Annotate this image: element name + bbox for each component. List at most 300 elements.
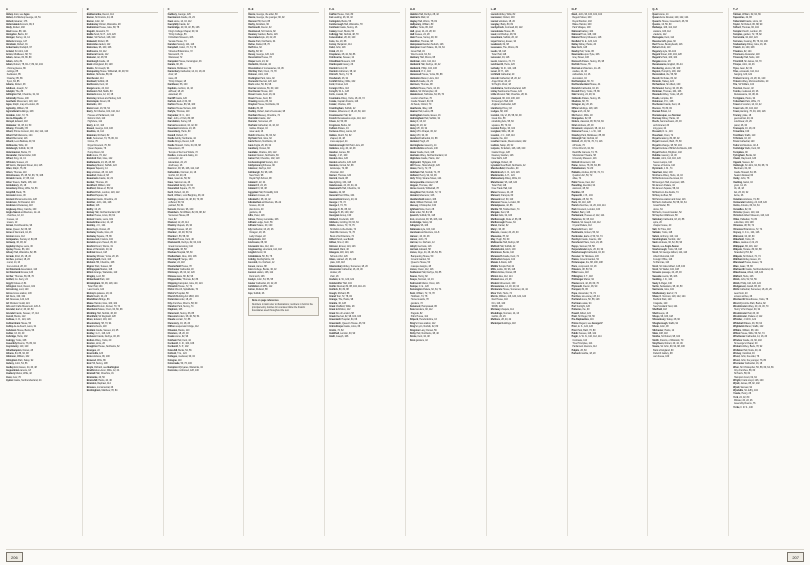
index-entry: Gibberd, Frederick, 130 <box>329 218 354 221</box>
index-entry: Lichfield Cathedral, 20 <box>490 74 515 77</box>
index-entry: Melford Hall, Suffolk, 42 <box>490 245 516 248</box>
index-entry: Westminster, Palace of, 112 <box>733 316 763 319</box>
index-entry: King's Cross station, 112 <box>409 322 436 325</box>
index-entry: Eaton Hall, Cheshire, 102, 120 <box>248 158 280 161</box>
index-entry: Flushwork, 26, 32 <box>329 77 349 80</box>
index-entry: Mortuary chapels, 114 <box>490 309 514 312</box>
index-entry: Northampton, 66, 70 <box>571 80 594 83</box>
index-entry: Seaton Delaval, 66 <box>733 175 754 178</box>
index-entry: Mills, textile, 90, 96, 118 <box>490 269 516 272</box>
index-entry: Emporiums, 118 <box>248 238 266 241</box>
index-entry: Waltham Abbey, Essex, 16 <box>733 259 761 262</box>
index-entry: Grimsthorpe Castle, Lincs, 66 <box>329 326 361 329</box>
index-entry: Port Sunlight, 126 <box>571 306 590 309</box>
index-entry: Linley Sambourne House, 122 <box>490 91 522 94</box>
index-entry: Lyveden New Bield, Northants, 42 <box>490 164 526 167</box>
index-entry: Adelphi, The, 86 <box>6 91 24 94</box>
index-entry: Admiralty House, 100 <box>6 97 29 100</box>
index-entry: Asymmetry, 110, 120 <box>6 346 29 349</box>
index-entry: groin, 14, 16 <box>733 185 747 188</box>
index-entry: Concrete, reinforced, 128, 130 <box>167 369 199 372</box>
index-entry: Howard, Ebenezer, 126 <box>409 195 435 198</box>
index-entry: Palladianism, 72–80 <box>571 168 594 171</box>
index-entry: Webb, John, 52, 54, 56 <box>733 279 757 282</box>
index-entry: Huddersfield station, 106 <box>409 198 437 201</box>
index-entry: Argyll, Dukes of, 84 <box>6 282 27 285</box>
index-entry: Hexham Abbey, Northumberland, 12 <box>409 154 447 157</box>
index-entry: Margate, Kent, 96 <box>490 211 510 214</box>
index-entry: Louvre, the, 110 <box>490 138 508 141</box>
index-entry: Westminster Hall, 26, 30 <box>733 312 759 315</box>
index-entry: Fawley Court, Bucks, 56 <box>329 30 355 33</box>
index-entry: Carpenter, R. C., 114 <box>167 114 190 117</box>
index-note-box <box>248 297 319 315</box>
index-entry: Pilasters, 38, 50, 54 <box>571 269 593 272</box>
index-entry: Deanery Garden, 126 <box>491 154 514 157</box>
index-entry: Lever, W. H., 126 <box>490 70 509 73</box>
index-entry: firm, 116, 120 <box>491 302 506 305</box>
index-entry: Barrel vault, 16, 50, 54 <box>86 107 110 110</box>
index-entry: Nostell Priory, Yorks, 78, 86 <box>571 91 600 94</box>
index-entry: Thorpe, John, 44, 46 <box>733 64 755 67</box>
index-entry: Dunrobin Castle, 112 <box>248 117 271 120</box>
index-entry: Chambers, Sir William, 82, 84, 88, 92 <box>167 211 206 214</box>
index-entry: Wollaton Hall, Notts, 40, 42 <box>733 349 762 352</box>
index-entry: Leicester, 34, 118 <box>490 57 510 60</box>
index-entry: Free Trade Hall, 110 <box>491 188 512 191</box>
index-entry: Eltham Palace, 30, 130 <box>248 225 273 228</box>
index-entry: Deanery Garden, Berks, 126 <box>248 33 278 36</box>
index-entry: Harlaxton Manor, Lincs, 110 <box>409 77 439 80</box>
index-entry: Mary I, 36, 38 <box>490 228 505 231</box>
index-entry: Warkworth Castle, Northumberland, 24 <box>733 269 774 272</box>
index-entry: Architectural Association, 116 <box>6 269 37 272</box>
index-entry: Smith, Francis, of Warwick, 70 <box>652 339 684 342</box>
index-entry: Reform Club, 110 <box>652 47 671 50</box>
index-entry: towers, 13 <box>6 222 18 225</box>
index-entry: Lavenham, Suffolk, 26, 32 <box>490 37 518 40</box>
index-entry: Albert, Prince Consort, 110, 112, 114, 116 <box>6 131 48 134</box>
index-entry: Drawing rooms, 86, 94 <box>248 101 272 104</box>
index-entry: Wilkins, William, 98, 104 <box>733 329 759 332</box>
index-entry: Mansart, François, 60 <box>490 195 514 198</box>
index-entry: Balmoral Castle, 112 <box>86 54 109 57</box>
index-entry: Castle Howard, Yorks, 64, 66, 68 <box>167 144 201 147</box>
index-entry: Cavendish Square, 70, 78 <box>167 188 195 191</box>
index-entry: houses, 14 <box>6 218 18 221</box>
index-entry: Barnstaple, Devon, 66 <box>86 101 111 104</box>
index-entry: Octagon, 20, 26 <box>249 232 266 235</box>
index-entry: Kenwood, Hampstead, 86 <box>409 306 437 309</box>
index-entry: west front, 20 <box>733 292 748 295</box>
index-column <box>728 8 804 536</box>
index-entry: Perpendicular style, 26, 30, 32 <box>571 248 604 251</box>
index-entry: Mausoleum, 78 <box>168 148 184 151</box>
index-entry: Edinburgh, 84, 98, 106 <box>248 171 273 174</box>
index-entry: Shaftesbury, Earl of, 72 <box>652 292 677 295</box>
index-entry: Town Hall, 118 <box>491 185 507 188</box>
index-entry: Lindisfarne, Northumberland, 128 <box>490 87 526 90</box>
index-entry: Ludlow, Salop, 28, 32 <box>490 144 514 147</box>
index-entry: Strawberry Hill, 82 <box>733 252 753 255</box>
index-entry: Alberti, Leon Battista, 40, 54 <box>6 141 36 144</box>
index-entry: Garner, Thomas, 120 <box>329 175 352 178</box>
index-entry: Eastlake, Charles, 116, 122 <box>248 151 277 154</box>
index-entry: Abbot, Archbishop George, 44, 51 <box>6 17 41 20</box>
index-entry: Acton, Middlesex, 68, 70 <box>6 54 32 57</box>
index-entry: four-centred, 28, 30 <box>6 265 27 268</box>
index-entry: Bateman, Richard, 82 <box>86 134 110 137</box>
index-entry: Faringdon, Berks, 56 <box>329 20 352 23</box>
index-entry: Arundel Castle, Sussex, 17, 112 <box>6 312 39 315</box>
index-entry: Queen's House, 50 <box>410 262 431 265</box>
index-letter-heading: D–E <box>248 8 319 13</box>
index-entry: Dietterlin, Wendel, 42 <box>248 64 271 67</box>
index-entry: fan, 26, 30, 32 <box>733 191 749 194</box>
index-entry: Henry II, 16, 18 <box>409 121 426 124</box>
index-entry: rebuilding Acts, 58, 60 <box>491 121 514 124</box>
index-entry: Garrick, David, 88 <box>329 178 348 181</box>
index-entry: Barry, E. M., 116 <box>86 124 104 127</box>
index-entry: Minton tiles, 112, 114 <box>490 275 513 278</box>
index-entry: Temple of the Four Winds, 72 <box>168 151 198 154</box>
index-entry: Plymouth, Devon, 36, 90 <box>571 285 598 288</box>
index-entry: Ancaster stone, 30 <box>6 195 26 198</box>
index-entry: St George's Hall, Liverpool, 106 <box>652 181 685 184</box>
index-entry: Battlements, 24, 26, 28, 88 <box>86 161 115 164</box>
index-entry: Campden House, Kensington, 46 <box>167 60 202 63</box>
index-entry: Great Hall, 34 <box>410 50 425 53</box>
index-entry: Gardens, formal, 62, 68 <box>329 164 354 167</box>
index-entry: Ditchley Park, Oxon, 74, 78 <box>248 70 277 73</box>
index-entry: cloister, 26 <box>329 272 341 275</box>
index-entry: Arcade, blind, 16, 18, 20 <box>6 255 31 258</box>
index-entry: Lodges, 68, 100 <box>490 111 508 114</box>
index-entry: Sheldonian Theatre, 58 <box>572 154 596 157</box>
index-entry: Charles I, 46, 48, 50, 52 <box>167 232 192 235</box>
index-entry: Chinese taste, 80, 82, 96 <box>167 275 194 278</box>
index-entry: Osterley, 85, 86 <box>6 77 23 80</box>
index-entry: Casement windows, 24, 28 <box>167 128 196 130</box>
index-entry: Agricultural buildings, 108 <box>6 111 34 114</box>
index-entry: Elizabethan architecture, 38–42 <box>248 201 282 204</box>
index-entry: shell keep, 16 <box>168 164 183 167</box>
index-entry: Parliament, Houses of, 112, 114 <box>571 215 605 218</box>
index-entry: Wyatt, Samuel, 92 <box>733 386 753 389</box>
index-entry: Farnham Castle, Surrey, 16 <box>329 27 358 30</box>
index-entry: Thornhill, Sir James, 64, 70 <box>733 60 762 63</box>
index-entry: Soane, Sir John, 90, 92, 98, 100 <box>652 346 685 349</box>
index-entry: Norman architecture, 14–18 <box>571 67 601 70</box>
index-entry: Kempe, C. E., 120 <box>409 285 429 288</box>
index-entry: Circus, 76 <box>87 141 98 144</box>
index-entry: Furness Abbey, Lancs, 18 <box>329 131 356 134</box>
index-entry: Earls Barton, Northants, 13 <box>248 141 277 144</box>
index-entry: Escomb, Co. Durham, 12 <box>248 262 275 265</box>
index-entry: James, John, 70 <box>409 238 427 241</box>
index-entry: St Pancras station and hotel, 116 <box>652 198 686 201</box>
index-entry: Arts and Crafts Movement, 120–6 <box>6 306 41 309</box>
index-entry: Ford, Onslow, 124 <box>329 84 348 87</box>
index-entry: Walpole, Sir Robert, 72, 74 <box>733 255 761 258</box>
index-entry: Herland, Hugh, 26 <box>409 141 429 144</box>
index-entry: Vitruvius Britannicus, 72, 74 <box>733 228 763 231</box>
index-entry: Ceilings, plaster, 42, 48, 60, 70, 86 <box>167 198 203 201</box>
index-entry: Ackermann, Rudolph, 97 <box>6 47 32 50</box>
index-entry: Cockerell, S. P., 102 <box>167 346 189 349</box>
index-entry: Walpole, Horace, 80, 82, 88 <box>733 248 762 251</box>
index-entry: stations, 106, 112 <box>653 30 671 33</box>
index-entry: Manchester, 96, 118, 120 <box>490 181 518 184</box>
index-entry: Fountains Abbey, Yorks, 18, 20, 72 <box>329 97 365 100</box>
index-entry: Scarborough, Yorks, 96, 118 <box>652 248 682 251</box>
index-entry: Campbell, Colen, 72, 74, 76 <box>167 47 197 50</box>
index-entry: New Town, 98 <box>249 175 264 178</box>
index-entry: St Hugh's Choir, 18 <box>491 84 511 87</box>
index-entry: Andrews & Delaunay, 118 <box>6 205 33 208</box>
index-entry: Carshalton, Surrey, 68 <box>167 121 191 124</box>
index-entry: Fan vaulting, 26, 30, 32 <box>329 17 353 20</box>
index-entry: Pratt, Sir Roger, 54, 56 <box>571 316 595 319</box>
index-entry: Saltaire, Yorks, 118 <box>652 232 673 235</box>
index-entry: Fowke, Captain Francis, 116 <box>329 101 359 104</box>
index-entry: Coleshill, Berks, 54, 56 <box>167 349 192 352</box>
index-entry: Assembly Rooms, 76, 80, 94 <box>6 343 36 345</box>
index-entry: Laud, Archbishop, 48, 52 <box>490 33 517 36</box>
index-entry: Screens passage, 24, 28, 30 <box>652 272 682 275</box>
index-entry: churches, 12, 13 <box>6 215 24 218</box>
index-entry: Yevele, Henry, 26 <box>733 393 752 396</box>
index-entry: Torrigiano, Pietro, 34 <box>733 97 756 100</box>
index-entry: Dyrham Park, Glos, 62 <box>248 138 272 141</box>
index-entry: Chester, 24, 118 <box>167 262 185 265</box>
index-entry: Clifton suspension bridge, 112 <box>167 326 199 329</box>
index-entry: castles, 14, 16 <box>572 70 587 73</box>
index-entry: rib, 16, 18 <box>733 188 744 191</box>
index-entry: Clapham, 106 <box>167 309 183 312</box>
index-entry: Market halls, 32, 106 <box>490 215 513 218</box>
index-entry: True Principles, 114 <box>572 343 593 345</box>
index-entry: Chiswick House, 72, 74 <box>167 285 193 288</box>
index-entry: Chantry chapels, 26, 30 <box>167 225 193 228</box>
index-entry: spire, 20 <box>653 222 662 225</box>
index-entry: Galleries, long, 40, 42, 48 <box>329 148 356 151</box>
index-entry: Abraham, Robert, 91 <box>6 44 28 47</box>
index-entry: Ecclesiological Society, 114 <box>248 161 278 164</box>
index-entry: houses, 40, 42 <box>249 205 264 208</box>
index-entry: plan forms, 40 <box>249 208 264 211</box>
index-entry: Worcester Cathedral, 16, 18 <box>733 363 763 366</box>
index-entry: Royal Crescent, 76, 80 <box>87 144 111 147</box>
index-entry: Mewès & Davis, 128 <box>490 262 512 265</box>
index-entry: Trinity Chapel, 18 <box>168 80 186 83</box>
index-entry: Covent Garden, 52 <box>410 259 430 262</box>
index-entry: Repton, Humphry, 100, 102 <box>652 70 681 73</box>
index-entry: ceilings, 85 <box>6 70 19 73</box>
index-entry: Cheapside, 36, 58 <box>167 248 187 251</box>
index-entry: Ely Cathedral, 16, 20, 26 <box>248 228 274 231</box>
index-entry: Fulham Palace, 34 <box>329 128 349 130</box>
index-entry: Vitruvius, 38, 50, 72 <box>733 225 755 228</box>
index-entry: George II, 74, 78 <box>329 205 347 208</box>
index-entry: Jones, Inigo, 44, 46, 48–54, 56 <box>409 252 442 255</box>
index-entry: Gothic, 20, 26 <box>491 316 506 319</box>
index-entry: Llanthony Priory, 18 <box>490 107 512 110</box>
index-entry: Claremont, Surrey, 66, 88 <box>167 312 195 315</box>
index-entry: Macclesfield, Cheshire, 90 <box>490 168 519 171</box>
index-entry: Moated sites, 24, 28 <box>490 279 512 282</box>
index-entry: Wood, John, the elder, 76 <box>733 356 760 359</box>
index-entry: Hardwick, P. C., 116 <box>409 70 431 73</box>
index-entry: Adams, Robert, 38 <box>6 84 26 87</box>
index-entry: London churches, 70 <box>410 97 432 100</box>
index-entry: St Paul's, 58, 64 <box>733 373 751 376</box>
index-entry: Marlborough House, 64 <box>490 222 516 225</box>
index-entry: Nonsuch Palace, Surrey, 36, 38 <box>571 60 605 63</box>
index-entry: Barry, Sir Charles, 104, 110, 112 <box>86 111 120 114</box>
index-entry: Black Death, 24, 26 <box>86 295 107 298</box>
index-entry: Dance, George, the elder, 80 <box>248 13 278 16</box>
index-entry: Grand Tour, 72, 78, 84 <box>329 295 352 298</box>
index-entry: Rossetti, D. G., 116 <box>652 131 673 134</box>
index-entry: Sash windows, 60, 62, 80, 96 <box>652 242 683 245</box>
index-entry: Doric order, 50, 84, 98 <box>248 84 272 87</box>
index-entry: Benedictine order, 14, 18 <box>86 222 113 225</box>
index-entry: Jacobean architecture, 44–8 <box>409 232 440 235</box>
index-entry: Fenestration, 28, 40, 120 <box>329 37 356 40</box>
index-entry: Horse Guards, 78 <box>410 299 429 302</box>
index-entry: Bolton Abbey, Yorks, 20 <box>86 339 112 342</box>
index-entry: Temples, garden, 72, 78, 82 <box>733 33 762 36</box>
index-entry: Forsyth, W. A., 128 <box>329 91 349 94</box>
index-entry: Talman, William, 62, 64, 66 <box>733 13 761 16</box>
index-entry: Masons, master, 20, 26, 30 <box>490 232 519 235</box>
index-entry: Ogee arch, 22, 82 <box>571 111 590 114</box>
index-entry: Berkeley Castle, Glos, 22 <box>86 232 113 235</box>
index-entry: Lyminge, Robert, 46 <box>490 161 512 164</box>
index-entry: Pugin, A. W. N., 110, 112, 114 <box>571 336 602 339</box>
index-entry: Fishbourne, Sussex, 12 <box>329 57 355 60</box>
index-entry: Penrhyn Castle, Caerns, 102 <box>571 238 602 241</box>
index-entry: Gibbs, James, 70, 74, 76 <box>329 225 355 228</box>
index-entry: Halfpenny, William, 80 <box>409 23 434 26</box>
index-entry: Henry VIII, 34, 36 <box>409 134 428 137</box>
index-letter-heading: N–P <box>572 8 643 13</box>
index-entry: Anglesey Abbey, Cambs, 130 <box>6 208 37 211</box>
index-entry: waterleaf, 18 <box>168 94 182 97</box>
index-entry: Adam, John, 84 <box>6 60 23 63</box>
index-entry: Bramshill, Hants, 44, 46 <box>86 379 112 382</box>
index-entry: Atkinson, William, 102 <box>6 356 30 359</box>
index-entry: Kilpeck, Herefordshire, 16 <box>409 319 437 322</box>
index-entry: Letchworth, Herts, 126 <box>490 64 515 67</box>
index-entry: Penshurst Place, Kent, 24, 28 <box>571 242 603 245</box>
index-entry: Scott, Sir George Gilbert, 114, 116 <box>652 252 688 255</box>
index-entry: Bedford, Dukes of, 58, 94 <box>86 188 114 191</box>
index-entry: Camden Society, 114, 116 <box>167 44 195 47</box>
index-entry: Red House, Bexleyheath, 116 <box>652 44 683 47</box>
index-entry: Renaissance, English, 36–44 <box>652 64 683 67</box>
index-entry: Athelhampton, Dorset, 28 <box>6 349 34 352</box>
index-entry: Blomfield, Sir Reginald, 128 <box>86 316 116 319</box>
index-entry: West Wycombe Park, Bucks, 82 <box>733 302 766 305</box>
index-entry: Cantilever, 56, 130 <box>167 84 188 87</box>
index-entry: Pitzhanger Manor, 92 <box>571 279 594 282</box>
index-entry: cathedrals, 14, 16 <box>572 74 591 77</box>
index-entry: Tyringham, Bucks, 92 <box>733 154 756 157</box>
index-entry: Hampton Court, 62, 64 <box>733 376 757 379</box>
index-entry: Aldeburgh, Suffolk, 32, 35 <box>6 148 33 151</box>
index-entry: Chancel, 12, 26, 114 <box>167 222 189 225</box>
index-entry: Brasses, monumental, 26 <box>86 386 114 389</box>
index-entry: Kew Gardens, 82, 112 <box>409 309 433 312</box>
index-entry: Alexander, Daniel Asher, 100 <box>6 154 36 157</box>
index-entry: Terracotta, 34, 118, 124 <box>733 37 758 40</box>
index-entry: Garden suburbs, 126, 128 <box>329 161 356 164</box>
index-entry: Harlech Castle, 22, 23 <box>409 80 433 83</box>
index-entry: Castles, motte-and-bailey, 14 <box>167 154 198 157</box>
index-entry: hanging, 120, 122 <box>733 74 753 77</box>
index-entry: Quoins, 13, 56, 60 <box>652 23 672 26</box>
index-entry: Defoe, Daniel, 68, 70 <box>248 44 270 47</box>
index-entry: Bolsover Castle, Derbys, 46, 48 <box>86 336 120 339</box>
index-entry: Dissolution of monasteries, 34, 36 <box>248 67 284 70</box>
index-entry: Guildhall, London, 30, 90 <box>329 332 356 335</box>
index-entry: Belfry, 13, 26 <box>86 208 101 211</box>
index-entry: Wallpaper, 86, 116, 122 <box>733 245 758 248</box>
index-entry: Public houses, 118, 122 <box>571 332 597 335</box>
index-entry: own house, 100 <box>653 356 670 359</box>
index-entry: Bedford Park, 120 <box>653 299 672 302</box>
index-entry: Rysbrack, J. M., 74 <box>652 168 673 171</box>
index-entry: Banqueting House, 50 <box>410 255 434 258</box>
index-entry: Bedford Square, 94 <box>86 195 108 198</box>
index-entry: Dashwood, Sir Francis, 82 <box>248 30 276 33</box>
index-entry: Shell keeps, 16 <box>652 312 669 315</box>
index-entry: Anglican Cathedral, 128 <box>491 104 516 107</box>
index-entry: Collcutt, T. E., 124 <box>167 353 187 356</box>
index-entry: gardens, 42 <box>249 211 262 214</box>
index-letter-heading: H–K <box>410 8 481 13</box>
index-entry: masque designs, 48 <box>410 265 432 268</box>
index-entry: Wainscot, 34, 48, 60 <box>733 235 755 238</box>
index-entry: Harewood House, Yorks, 86, 88 <box>409 74 443 77</box>
index-entry: Gawsworth Hall, Cheshire, 31 <box>329 188 361 191</box>
index-entry: Winchester Cathedral, 14, 16, 26 <box>733 336 768 339</box>
index-entry: Geometrical tracery, 20, 22 <box>329 198 358 201</box>
index-entry: Silchester, Hants, 12 <box>652 329 675 332</box>
index-entry: Regent Street, 100, 104, 128 <box>652 54 682 57</box>
index-entry: Ironbridge, Salop, 90 <box>409 222 433 225</box>
index-entry: Hedingham Castle, Essex, 16 <box>409 114 441 117</box>
index-entry: Kedleston, 85 <box>6 74 21 77</box>
index-entry: Billingsgate Market, 118 <box>86 269 113 272</box>
index-entry: Beeston Castle, Cheshire, 22 <box>86 198 117 201</box>
index-entry: Rochester Castle, Kent, 16 <box>652 104 681 107</box>
index-entry: Tracery, plate, 18 <box>733 114 752 117</box>
index-entry: Tiles, encaustic, 112, 114 <box>733 70 759 73</box>
index-entry: round, 14, 16 <box>6 262 21 265</box>
index-entry: Malmesbury Abbey, Wilts, 16 <box>490 178 521 181</box>
index-entry: Barbon, Nicholas, 58, 60 <box>86 74 113 77</box>
index-entry: Beverley Minster, Yorks, 20, 26 <box>86 255 119 258</box>
index-entry: Rubble masonry, 14, 30 <box>652 154 677 157</box>
index-entry: Bath, Somerset, 74, 76, 80, 94 <box>86 138 118 141</box>
index-entry: Lowther Castle, Westmorland, 102 <box>490 141 527 144</box>
index-entry: Iron, structural, 90, 96, 106, 112 <box>409 218 443 221</box>
index-entry: Pre-Raphaelites, 116 <box>571 319 594 322</box>
index-entry: Gimson, Ernest, 124, 126 <box>329 245 356 248</box>
